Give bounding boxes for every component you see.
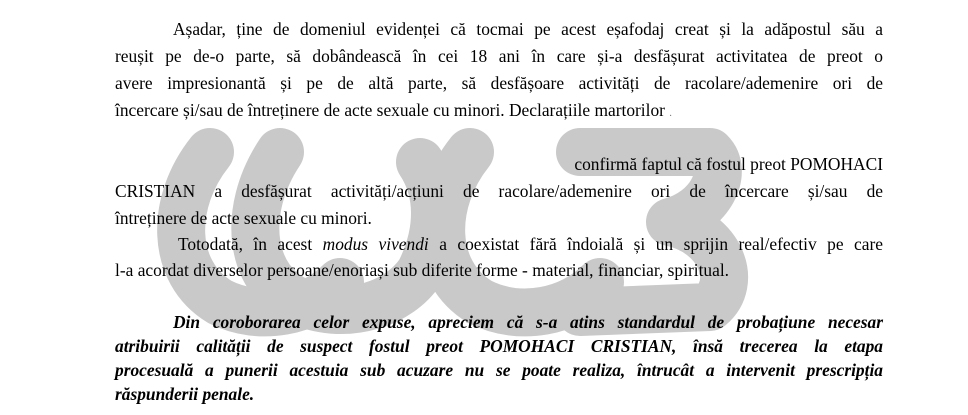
paragraph1-line4-text: încercare și/sau de întreținere de acte sexuale cu minori. Declarațiile martorilor	[115, 100, 665, 120]
paragraph3-line2: l-a acordat diverselor persoane/enoriași sub diferite forme - material, financiar, spiritual.	[115, 260, 729, 280]
paragraph1-line1: Așadar, ține de domeniul evidenței că tocmai pe acest eșafodaj creat și la adăpostul său a	[173, 19, 883, 39]
paragraph2-line2: CRISTIAN a desfășurat activități/acțiuni de racolare/ademenire ori de încercare și/sau de	[115, 181, 883, 201]
paragraph3-line1	[115, 232, 883, 257]
paragraph3-line1-suffix: a coexistat fără îndoială și un sprijin real/efectiv pe care	[428, 234, 883, 254]
paragraph1-trailing-mark: .	[669, 108, 672, 119]
paragraph1-line3: avere impresionantă și pe de altă parte, să desfășoare activități de racolare/ademenire ori de	[115, 73, 883, 93]
paragraph4-line2: atribuirii calității de suspect fostul preot POMOHACI CRISTIAN, însă trecerea la etapa	[115, 336, 883, 356]
paragraph2-line1: confirmă faptul că fostul preot POMOHACI	[574, 154, 883, 174]
paragraph4-line1: Din coroborarea celor expuse, apreciem că s-a atins standardul de probațiune necesar	[173, 312, 883, 332]
paragraph4-line4: răspunderii penale.	[115, 384, 255, 404]
paragraph2-line3: întreținere de acte sexuale cu minori.	[115, 208, 372, 228]
paragraph4-line3: procesuală a punerii acestuia sub acuzare nu se poate realiza, întrucât a intervenit prescripția	[115, 360, 883, 380]
paragraph3-line1-prefix: Totodată, în acest	[178, 234, 323, 254]
paragraph1-line4	[115, 98, 883, 126]
paragraph1-line2: reușit pe de-o parte, să dobândească în cei 18 ani în care și-a desfășurat activitatea de preot o	[115, 46, 883, 66]
paragraph3-italic-phrase: modus vivendi	[322, 234, 429, 254]
